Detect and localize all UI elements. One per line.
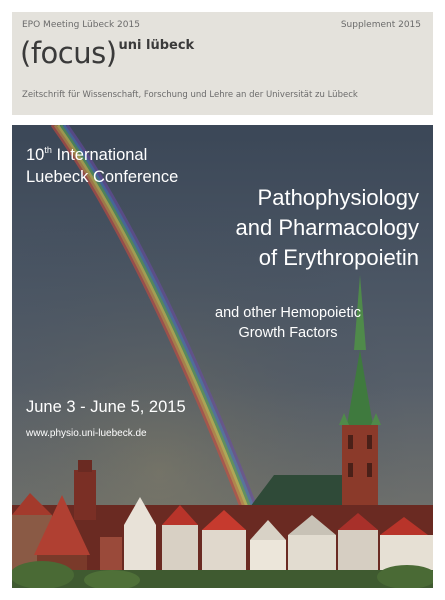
logo-sub-text: uni lübeck <box>118 38 195 53</box>
subtitle-line: and other Hemopoietic <box>215 305 361 321</box>
title-line: of Erythropoietin <box>258 245 419 270</box>
logo-main-text: (focus) <box>20 36 117 70</box>
conference-url[interactable]: www.physio.uni-luebeck.de <box>26 428 147 439</box>
main-title <box>119 183 419 273</box>
subtitle-line: Growth Factors <box>238 325 338 341</box>
meeting-label: EPO Meeting Lübeck 2015 <box>22 20 140 30</box>
conference-line-2: Luebeck Conference <box>26 168 179 186</box>
journal-header <box>12 12 433 115</box>
cover-image <box>12 125 433 588</box>
ordinal-number: 10 <box>26 146 45 164</box>
conference-dates: June 3 - June 5, 2015 <box>26 398 186 416</box>
title-line: and Pharmacology <box>235 215 419 240</box>
ordinal-suffix: th <box>44 145 52 155</box>
focus-logo <box>20 36 194 70</box>
conference-line-1-rest: International <box>51 146 148 164</box>
conference-line-1 <box>26 139 178 166</box>
title-line: Pathophysiology <box>257 185 419 210</box>
subtitle <box>188 303 388 343</box>
supplement-label: Supplement 2015 <box>340 20 421 30</box>
journal-tagline: Zeitschrift für Wissenschaft, Forschung und Lehre an der Universität zu Lübeck <box>22 90 358 100</box>
conference-title <box>26 139 178 188</box>
